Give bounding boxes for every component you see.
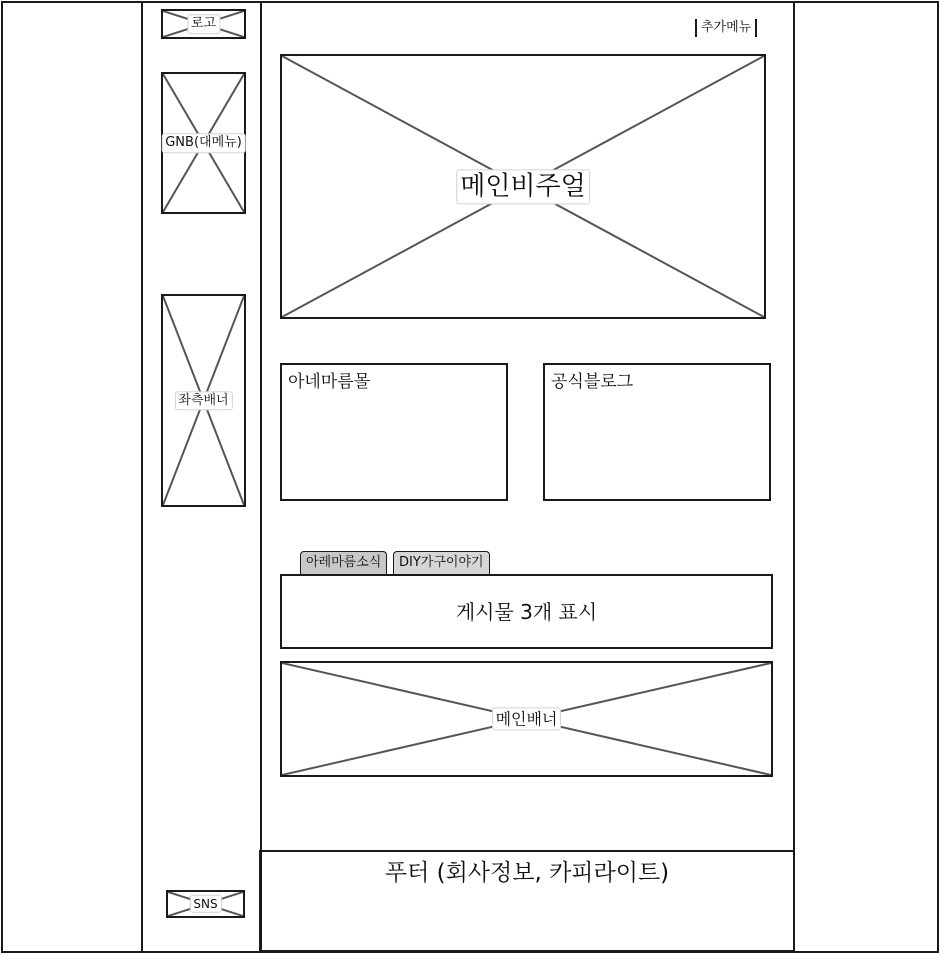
logo-label: 로고: [187, 14, 220, 34]
blog-box-title: 공식블로그: [551, 372, 634, 392]
main-banner-placeholder[interactable]: [280, 661, 773, 777]
left-banner-label: 좌측배너: [174, 391, 232, 411]
extra-menu-label: 추가메뉴: [701, 20, 752, 35]
tab-news-label: 아레마름소식: [306, 555, 382, 570]
extra-menu-button[interactable]: [695, 19, 757, 37]
tab-diy[interactable]: [393, 551, 490, 575]
footer: [259, 850, 795, 952]
blog-box[interactable]: [543, 363, 771, 501]
gnb-label: GNB(대메뉴): [161, 133, 246, 153]
main-visual-label: 메인비주얼: [456, 169, 590, 204]
left-banner-placeholder[interactable]: [161, 294, 246, 507]
main-visual-placeholder[interactable]: [280, 54, 766, 319]
logo-placeholder[interactable]: [161, 9, 246, 39]
gnb-placeholder[interactable]: [161, 72, 246, 214]
posts-panel: [280, 574, 773, 649]
tab-diy-label: DIY가구이야기: [399, 555, 484, 570]
mall-box-title: 아네마름몰: [288, 372, 371, 392]
main-banner-label: 메인배너: [492, 707, 562, 730]
mall-box[interactable]: [280, 363, 508, 501]
sns-placeholder[interactable]: [166, 890, 245, 918]
sns-label: SNS: [189, 895, 221, 913]
footer-text: 푸터 (회사정보, 카피라이트): [384, 860, 670, 886]
posts-panel-text: 게시물 3개 표시: [453, 599, 600, 625]
tab-news[interactable]: [300, 551, 387, 575]
